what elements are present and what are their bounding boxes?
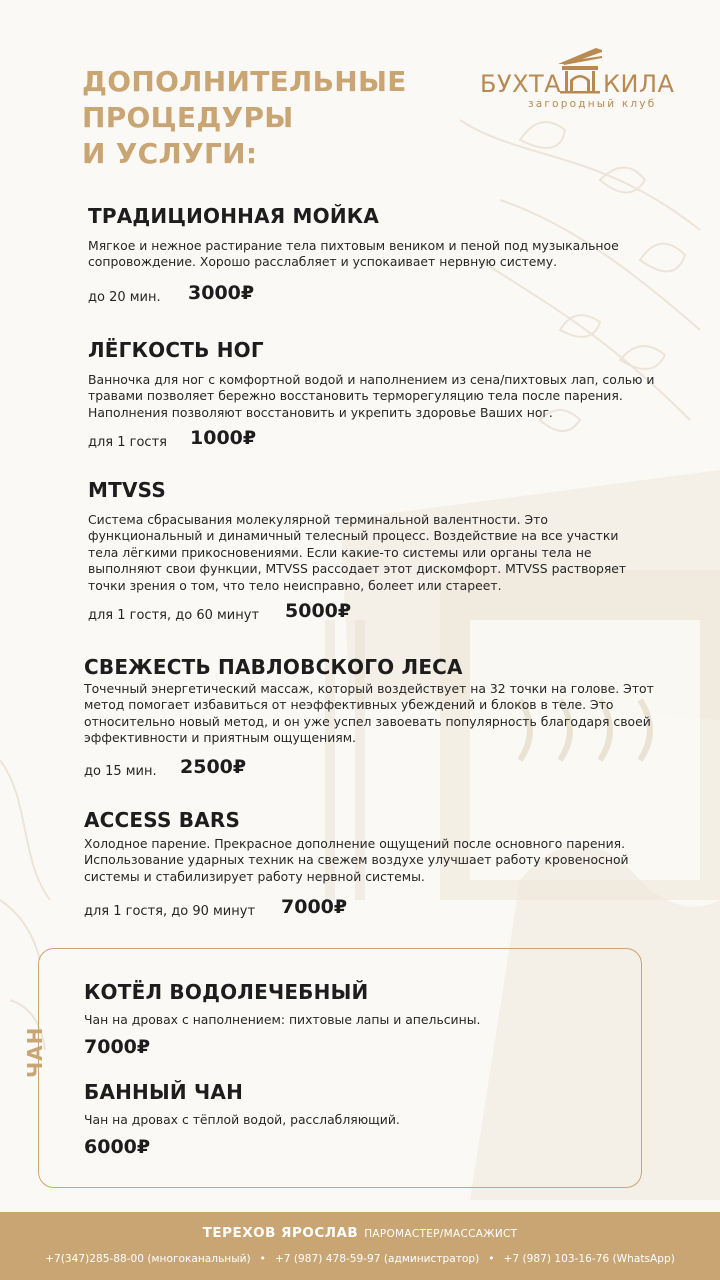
service-description: Точечный энергетический массаж, который воздействует на 32 точки на голове. Этот метод помогает избавиться от неэффективных убеждений и блоков в теле. Это относительно новый метод, и он уже успел завоевать популярность благодаря своей эффективности и приятным ощущениям.: [84, 681, 654, 746]
phone-whatsapp[interactable]: +7 (987) 103-16-76 (WhatsApp): [503, 1253, 675, 1265]
service-description: Мягкое и нежное растирание тела пихтовым веником и пеной под музыкальное сопровождение. Хорошо расслабляет и успокаивает нервную систему.: [88, 238, 619, 270]
service-title: ACCESS BARS: [84, 808, 241, 832]
gazebo-logo-icon: [556, 46, 604, 94]
specialist-name: ТЕРЕХОВ ЯРОСЛАВ: [202, 1225, 359, 1241]
service-title: ТРАДИЦИОННАЯ МОЙКА: [88, 204, 380, 228]
logo-word-right: КИЛА: [603, 70, 675, 98]
service-description: Система сбрасывания молекулярной терминальной валентности. Это функциональный и динамичный телесный процесс. Воздействие на все участки тела лёгкими прикосновениями. Если какие-то системы или органы тела не выполняют свои функции, MTVSS рассодает этот дискомфорт. MTVSS растворяет точки зрения о том, что тело неисправно, болеет или стареет.: [88, 512, 627, 593]
price-row: [88, 600, 352, 623]
chan-item-price: 6000₽: [84, 1136, 151, 1158]
service-traditional-wash: [0, 204, 720, 305]
service-pavlovsky-forest: [0, 655, 720, 779]
phone-separator: •: [488, 1253, 495, 1265]
service-note: до 15 мин.: [84, 764, 157, 779]
service-price: 5000₽: [285, 600, 352, 622]
service-note: для 1 гостя, до 60 минут: [88, 608, 260, 623]
club-logo: [476, 44, 676, 114]
price-row: [84, 756, 247, 779]
service-price: 7000₽: [281, 896, 348, 918]
logo-word-left: БУХТА: [480, 70, 562, 98]
chan-item-title: КОТЁЛ ВОДОЛЕЧЕБНЫЙ: [84, 980, 369, 1004]
service-note: для 1 гостя: [88, 435, 167, 450]
specialist-info: [0, 1225, 720, 1241]
service-title: ЛЁГКОСТЬ НОГ: [88, 338, 264, 362]
service-price: 1000₽: [190, 427, 257, 449]
chan-item-bath-vat: [0, 1080, 720, 1158]
price-row: [88, 427, 257, 450]
service-access-bars: [0, 808, 720, 919]
service-mtvss: [0, 478, 720, 623]
footer-contacts: [0, 1212, 720, 1280]
page-title-line: ПРОЦЕДУРЫ: [82, 101, 294, 134]
chan-item-price: 7000₽: [84, 1036, 151, 1058]
chan-item-kotel: [0, 980, 720, 1058]
service-light-legs: [0, 338, 720, 450]
chan-section-label: ЧАН: [23, 1026, 47, 1078]
service-note: до 20 мин.: [88, 290, 161, 305]
service-description: Ванночка для ног с комфортной водой и наполнением из сена/пихтовых лап, солью и травами позволяет бережно восстановить терморегуляцию тела после парения. Наполнения позволяют восстановить и укрепить здоровье Ваших ног.: [88, 372, 655, 420]
phone-list: [0, 1253, 720, 1265]
phone-administrator[interactable]: +7 (987) 478-59-97 (администратор): [274, 1253, 480, 1265]
page-title: [82, 64, 442, 172]
service-note: для 1 гостя, до 90 минут: [84, 904, 256, 919]
service-title: СВЕЖЕСТЬ ПАВЛОВСКОГО ЛЕСА: [84, 655, 463, 679]
phone-separator: •: [259, 1253, 266, 1265]
page-title-line: И УСЛУГИ:: [82, 137, 258, 170]
specialist-role: ПАРОМАСТЕР/МАССАЖИСТ: [364, 1228, 518, 1240]
page-title-line: ДОПОЛНИТЕЛЬНЫЕ: [82, 65, 407, 98]
phone-multichannel[interactable]: +7(347)285-88-00 (многоканальный): [45, 1253, 251, 1265]
service-price: 3000₽: [188, 282, 255, 304]
price-row: [88, 282, 255, 305]
chan-item-description: Чан на дровах с наполнением: пихтовые лапы и апельсины.: [84, 1012, 481, 1027]
chan-item-description: Чан на дровах с тёплой водой, расслабляющий.: [84, 1112, 400, 1127]
service-title: MTVSS: [88, 478, 166, 502]
price-row: [84, 896, 348, 919]
service-price: 2500₽: [180, 756, 247, 778]
chan-item-title: БАННЫЙ ЧАН: [84, 1080, 244, 1104]
logo-subtitle: загородный клуб: [528, 98, 657, 110]
service-description: Холодное парение. Прекрасное дополнение ощущений после основного парения. Использование ударных техник на свежем воздухе улучшает работу кровеносной системы и стабилизирует работу нервной системы.: [84, 836, 629, 884]
